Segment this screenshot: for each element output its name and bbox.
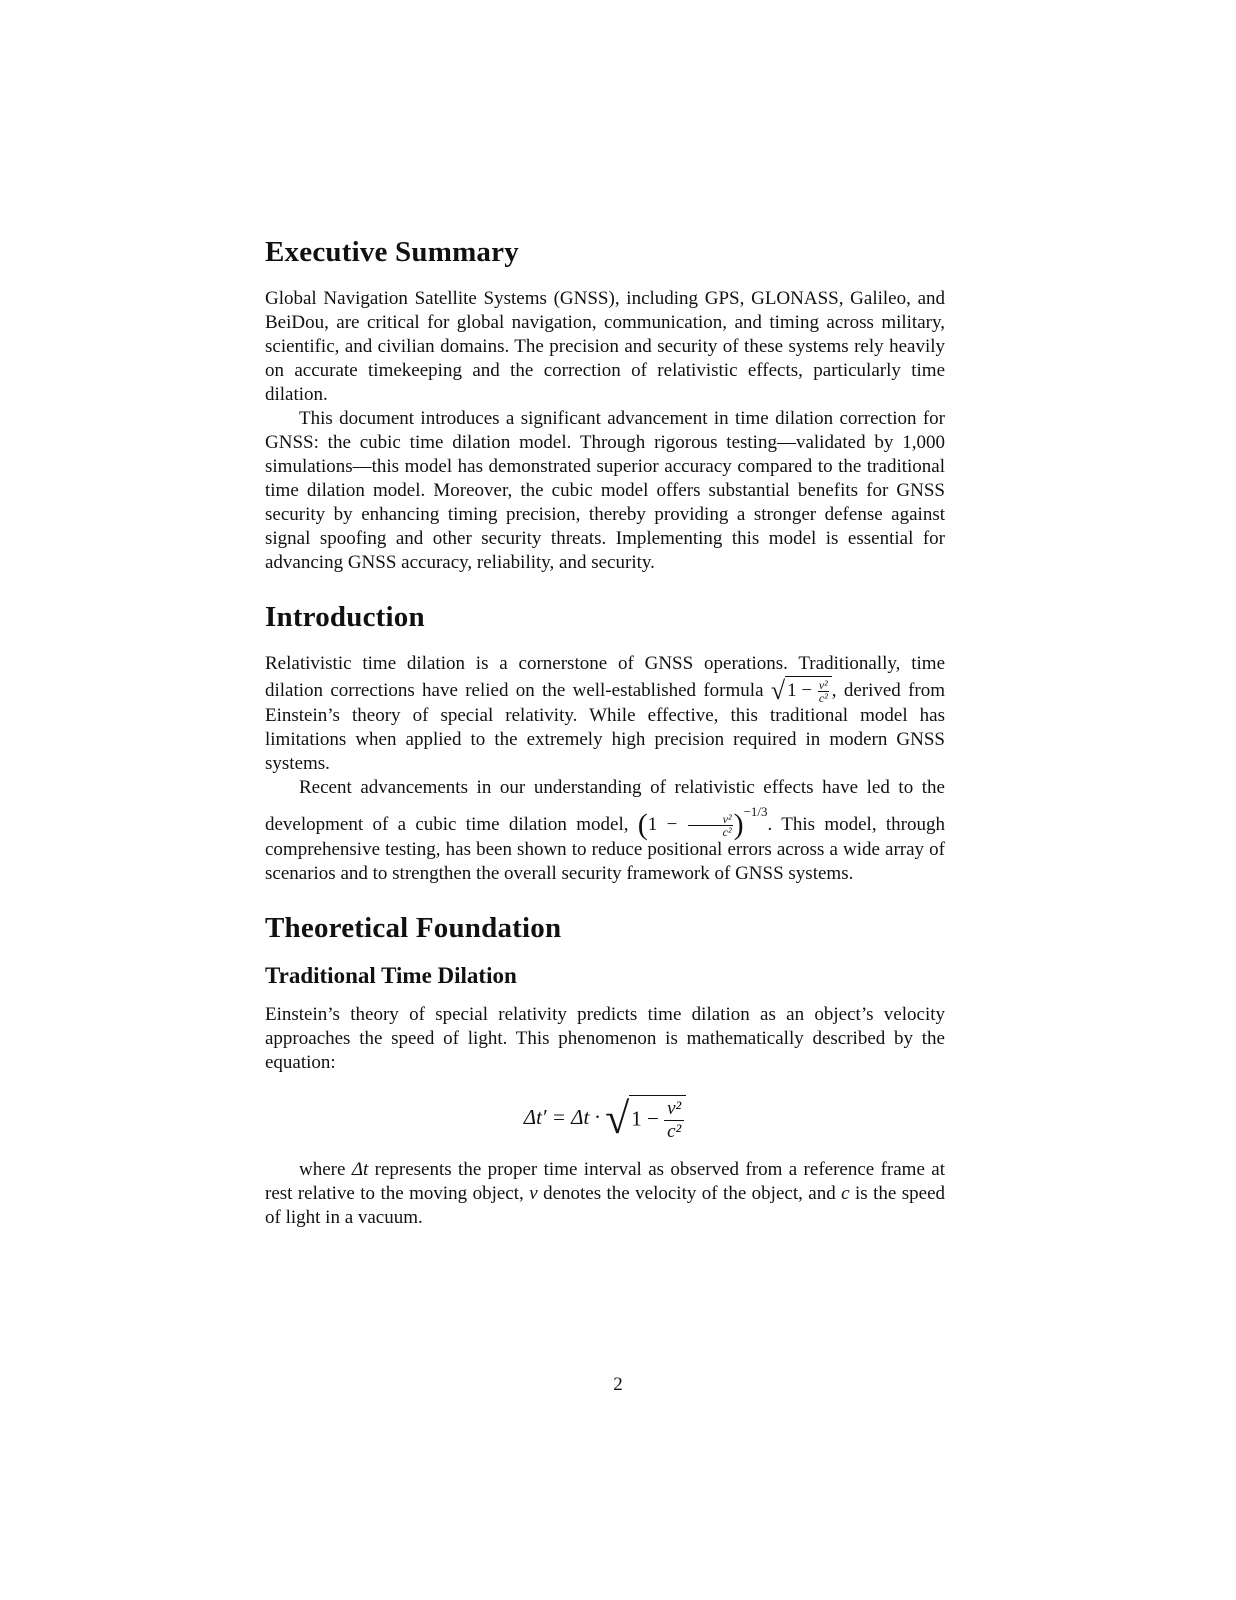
theory-p2-part1: represents the proper time interval as observed from a reference frame at rest relative to the moving object, — [265, 1159, 945, 1205]
section-title-introduction: Introduction — [265, 601, 425, 633]
one-minus: 1 − — [631, 1106, 659, 1131]
sqrt-radicand — [785, 676, 832, 704]
fraction-denominator: c² — [722, 825, 732, 840]
page-content — [265, 236, 945, 1230]
v2-over-c2-fraction — [818, 679, 829, 704]
section-title-executive-summary: Executive Summary — [265, 236, 519, 268]
theory-paragraph-2 — [265, 1158, 945, 1230]
introduction-paragraph-1 — [265, 652, 945, 776]
one-minus: 1 − — [787, 680, 813, 701]
theory-paragraph-1: Einstein’s theory of special relativity predicts time dilation as an object’s velocity approaches the speed of light. This phenomenon is mathematically described by the equation: — [265, 1004, 945, 1074]
intro-p1-text-after: , derived from Einstein’s theory of special relativity. While effective, this traditional model has limitations when applied to the extremely high precision required in modern GNSS systems. — [265, 680, 946, 775]
fraction-numerator: v² — [664, 1098, 684, 1121]
equation-lhs: Δt′ = Δt · — [523, 1105, 600, 1130]
radical-sign-icon: √ — [605, 1094, 630, 1144]
v2-over-c2-fraction — [664, 1098, 684, 1143]
sqrt-radicand — [629, 1095, 686, 1143]
where-word: where — [299, 1159, 346, 1181]
exponent: −1/3 — [743, 804, 768, 820]
fraction-numerator: v² — [818, 678, 828, 693]
intro-p1-text-before: Relativistic time dilation is a cornerstone of GNSS operations. Traditionally, time dilation corrections have relied on the well-established formula — [265, 653, 945, 701]
intro-p2-text-after: . This model, through comprehensive testing, has been shown to reduce positional errors across a wide array of scenarios and to strengthen the overall security framework of GNSS systems. — [265, 814, 945, 885]
display-equation — [265, 1093, 945, 1144]
theory-p2-part3: is the speed of light in a vacuum. — [265, 1183, 946, 1229]
inline-sqrt-formula — [771, 676, 832, 704]
page-number: 2 — [613, 1374, 623, 1395]
intro-p2-text-before: Recent advancements in our understanding of relativistic effects have led to the development of a cubic time dilation model, — [265, 777, 945, 836]
v-symbol: v — [529, 1183, 538, 1205]
fraction-numerator: v² — [688, 813, 733, 826]
left-paren: ( — [637, 808, 648, 842]
theory-p2-part2: denotes the velocity of the object, and — [543, 1183, 836, 1205]
v2-over-c2-fraction — [688, 813, 733, 838]
fraction-denominator: c² — [667, 1121, 682, 1143]
subsection-title-traditional-time-dilation: Traditional Time Dilation — [265, 963, 517, 989]
c-symbol: c — [841, 1183, 850, 1205]
introduction-paragraph-2 — [265, 776, 945, 886]
inline-cubic-formula — [637, 804, 768, 842]
one-minus: 1 − — [647, 814, 678, 836]
radical-sign-icon: √ — [770, 676, 786, 705]
fraction-denominator: c² — [818, 691, 828, 706]
section-title-theoretical-foundation: Theoretical Foundation — [265, 912, 562, 945]
right-paren: ) — [733, 808, 744, 842]
delta-t-symbol: Δt — [351, 1159, 369, 1181]
executive-summary-paragraph-2: This document introduces a significant advancement in time dilation correction for GNSS: the cubic time dilation model. Through rigorous testing—validated by 1,000 simulations—this model has demonstrated superior accuracy compared to the traditional time dilation model. Moreover, the cubic model offers substantial benefits for GNSS security by enhancing timing precision, thereby providing a stronger defense against signal spoofing and other security threats. Implementing this model is essential for advancing GNSS accuracy, reliability, and security. — [265, 408, 945, 573]
executive-summary-paragraph-1: Global Navigation Satellite Systems (GNSS), including GPS, GLONASS, Galileo, and BeiDou, are critical for global navigation, communication, and timing across military, scientific, and civilian domains. The precision and security of these systems rely heavily on accurate timekeeping and the correction of relativistic effects, particularly time dilation. — [265, 288, 945, 405]
